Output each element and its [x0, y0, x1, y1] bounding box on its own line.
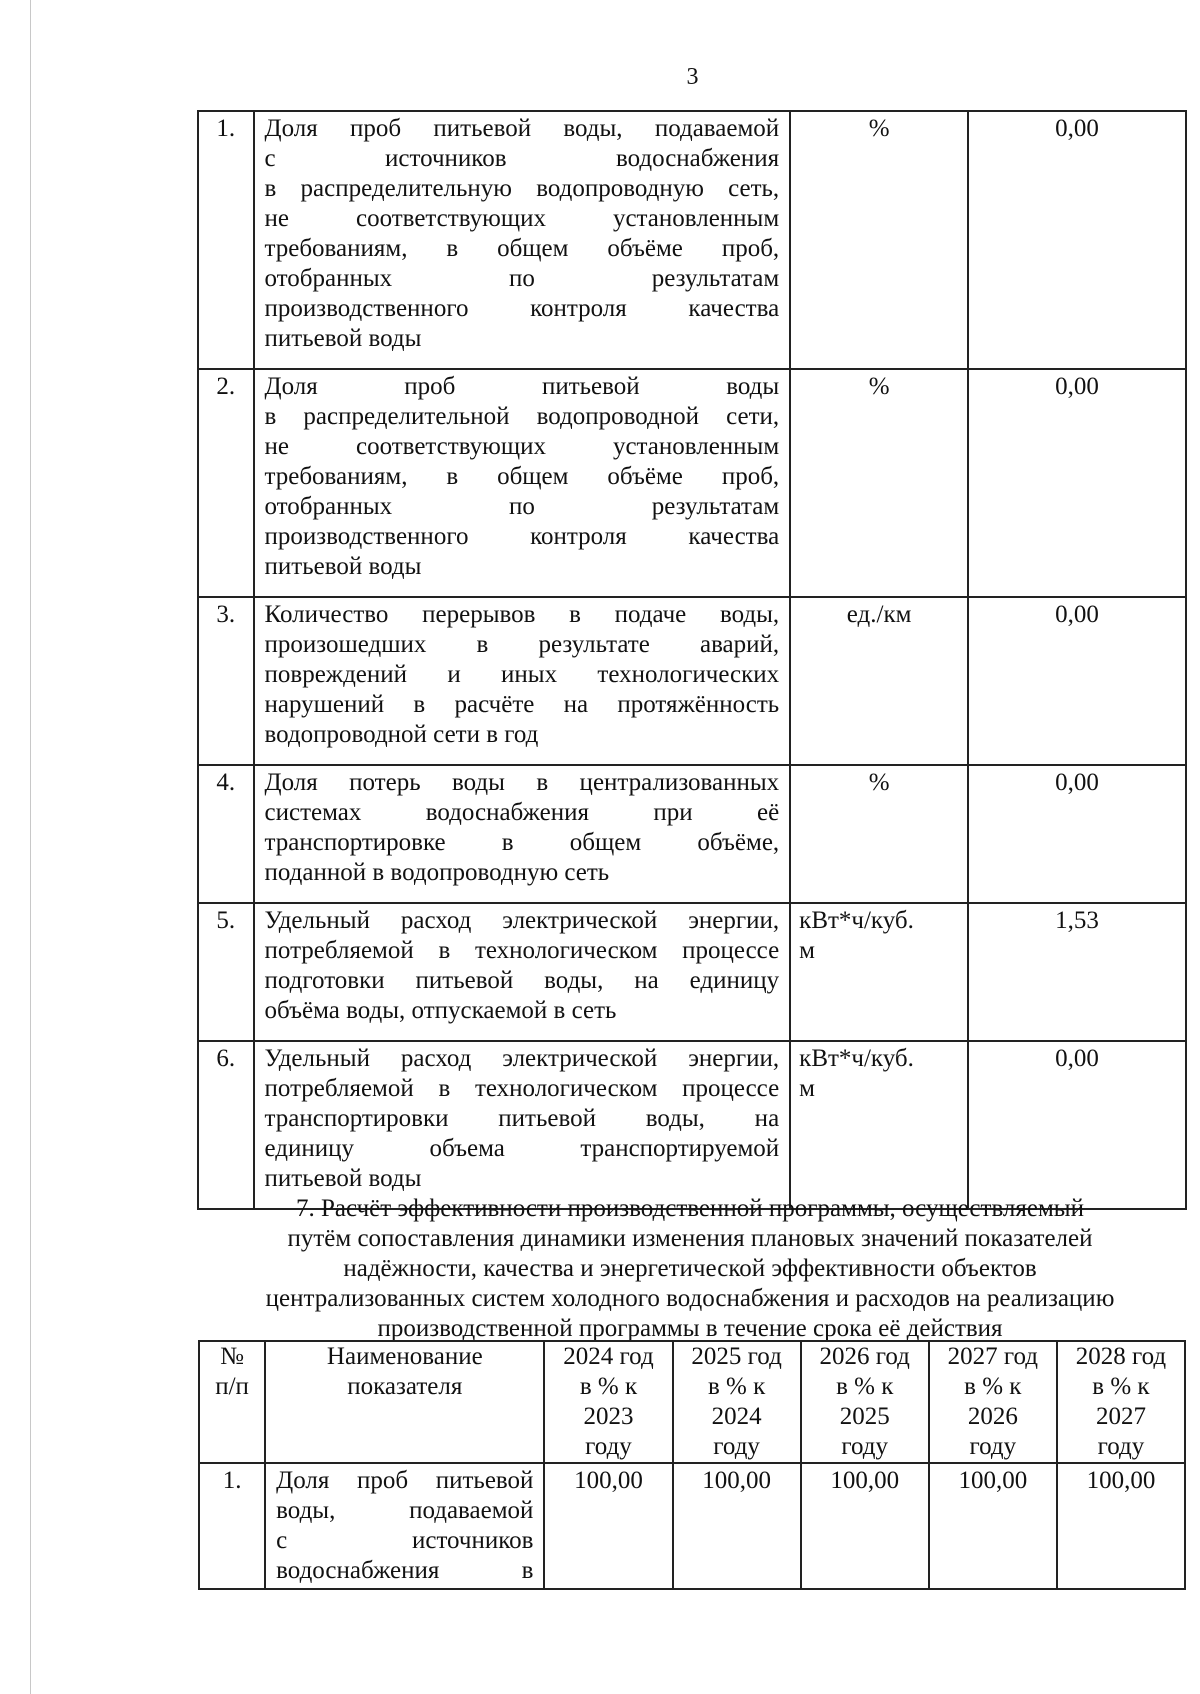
header-line: 2027 [1095, 1403, 1146, 1430]
value-cell: 0,00 [968, 1041, 1186, 1209]
value-cell: 0,00 [968, 369, 1186, 597]
header-line: году [1097, 1433, 1145, 1460]
unit-cell [790, 597, 968, 765]
table-row [199, 1463, 1185, 1589]
text-line: поданной в водопроводную сеть [264, 859, 610, 886]
header-line: в % к [707, 1373, 766, 1400]
indicator-name [265, 1463, 544, 1589]
text-line: потребляемой в технологическом процессе [264, 937, 780, 964]
unit-line: м [799, 937, 815, 964]
text-line: отобранных по результатам [264, 265, 780, 292]
text-line: требованиям, в общем объёме проб, [264, 235, 780, 262]
header-line: году [713, 1433, 760, 1460]
text-line: повреждений и иных технологических [264, 661, 780, 688]
unit-cell [790, 111, 968, 369]
value-cell: 100,00 [544, 1463, 672, 1589]
header-line: году [969, 1433, 1017, 1460]
header-line: в % к [1092, 1373, 1150, 1400]
text-line: Доля потерь воды в централизованных [264, 769, 780, 796]
row-number: 1. [199, 1463, 265, 1589]
efficiency-table-header [199, 1341, 1185, 1463]
page-number: 3 [686, 64, 699, 90]
text-line: водопроводной сети в год [264, 721, 539, 748]
header-line: 2026 [967, 1403, 1018, 1430]
text-line: единицу объема транспортируемой [264, 1135, 780, 1162]
value-cell: 0,00 [968, 597, 1186, 765]
header-year [673, 1341, 801, 1463]
table-row [198, 369, 1186, 597]
header-line: Наименование [326, 1343, 483, 1370]
header-line: 2024 [711, 1403, 762, 1430]
row-number: 5. [198, 903, 254, 1041]
value-cell: 100,00 [929, 1463, 1057, 1589]
text-line: в распределительную водопроводную сеть, [264, 175, 780, 202]
header-year [929, 1341, 1057, 1463]
header-line: 2026 год [819, 1343, 910, 1370]
unit-line: % [868, 769, 890, 796]
text-line: Удельный расход электрической энергии, [264, 907, 780, 934]
table-row [198, 765, 1186, 903]
text-line: водоснабжения в [276, 1557, 534, 1584]
text-line: Количество перерывов в подаче воды, [264, 601, 780, 628]
indicator-name [254, 597, 791, 765]
row-number: 4. [198, 765, 254, 903]
unit-line: % [868, 373, 890, 400]
text-line: Удельный расход электрической энергии, [264, 1045, 780, 1072]
heading-line: производственной программы в течение срока её действия [377, 1315, 1003, 1342]
row-number: 2. [198, 369, 254, 597]
text-line: производственного контроля качества [264, 523, 780, 550]
header-line: в % к [964, 1373, 1022, 1400]
text-line: потребляемой в технологическом процессе [264, 1075, 780, 1102]
section-heading [190, 1194, 1190, 1344]
unit-line: ед./км [846, 601, 912, 628]
table-row [198, 903, 1186, 1041]
indicator-name [254, 1041, 791, 1209]
indicator-name [254, 903, 791, 1041]
text-line: объёма воды, отпускаемой в сеть [264, 997, 617, 1024]
table-row [198, 597, 1186, 765]
text-line: подготовки питьевой воды, на единицу [264, 967, 780, 994]
header-year [801, 1341, 929, 1463]
header-year [544, 1341, 672, 1463]
left-margin-line [30, 0, 31, 1694]
unit-cell [790, 369, 968, 597]
header-line: показателя [347, 1373, 463, 1400]
text-line: с источников водоснабжения [264, 145, 780, 172]
header-line: году [841, 1433, 889, 1460]
unit-line: % [868, 115, 890, 142]
indicators-table [197, 110, 1187, 1210]
text-line: не соответствующих установленным [264, 205, 780, 232]
value-cell: 100,00 [801, 1463, 929, 1589]
header-line: 2025 [839, 1403, 890, 1430]
text-line: произошедших в результате аварий, [264, 631, 780, 658]
indicator-name [254, 765, 791, 903]
text-line: воды, подаваемой [276, 1497, 534, 1524]
text-line: транспортировке в общем объёме, [264, 829, 780, 856]
row-number: 6. [198, 1041, 254, 1209]
table-row [198, 1041, 1186, 1209]
header-line: в % к [836, 1373, 894, 1400]
value-cell: 0,00 [968, 765, 1186, 903]
row-number: 3. [198, 597, 254, 765]
text-line: в распределительной водопроводной сети, [264, 403, 780, 430]
text-line: питьевой воды [264, 325, 422, 352]
text-line: с источников [276, 1527, 534, 1554]
unit-cell [790, 1041, 968, 1209]
unit-line: м [799, 1075, 815, 1102]
header-line: 2028 год [1075, 1343, 1167, 1370]
text-line: питьевой воды [264, 1165, 422, 1192]
header-line: году [585, 1433, 632, 1460]
heading-line: централизованных систем холодного водоснабжения и расходов на реализацию [265, 1285, 1115, 1312]
text-line: нарушений в расчёте на протяжённость [264, 691, 780, 718]
heading-line: путём сопоставления динамики изменения плановых значений показателей [287, 1225, 1093, 1252]
value-cell: 100,00 [673, 1463, 801, 1589]
unit-line: кВт*ч/куб. [799, 1045, 914, 1072]
text-line: Доля проб питьевой воды [264, 373, 780, 400]
header-line: 2023 [583, 1403, 634, 1430]
header-line: в % к [579, 1373, 638, 1400]
text-line: требованиям, в общем объёме проб, [264, 463, 780, 490]
header-num [199, 1341, 265, 1463]
text-line: транспортировки питьевой воды, на [264, 1105, 780, 1132]
text-line: питьевой воды [264, 553, 422, 580]
header-year [1057, 1341, 1185, 1463]
header-name [265, 1341, 544, 1463]
text-line: производственного контроля качества [264, 295, 780, 322]
unit-line: кВт*ч/куб. [799, 907, 914, 934]
indicator-name [254, 111, 791, 369]
text-line: Доля проб питьевой [276, 1467, 534, 1494]
indicator-name [254, 369, 791, 597]
text-line: системах водоснабжения при её [264, 799, 780, 826]
efficiency-table [198, 1340, 1186, 1590]
text-line: не соответствующих установленным [264, 433, 780, 460]
value-cell: 0,00 [968, 111, 1186, 369]
text-line: Доля проб питьевой воды, подаваемой [264, 115, 780, 142]
text-line: отобранных по результатам [264, 493, 780, 520]
header-line: № [220, 1343, 245, 1370]
header-line: 2027 год [947, 1343, 1039, 1370]
heading-line: 7. Расчёт эффективности производственной программы, осуществляемый [296, 1195, 1084, 1222]
unit-cell [790, 765, 968, 903]
header-line: п/п [215, 1373, 249, 1400]
row-number: 1. [198, 111, 254, 369]
header-line: 2025 год [691, 1343, 782, 1370]
unit-cell [790, 903, 968, 1041]
heading-line: надёжности, качества и энергетической эффективности объектов [343, 1255, 1037, 1282]
value-cell: 1,53 [968, 903, 1186, 1041]
table-row [198, 111, 1186, 369]
header-line: 2024 год [563, 1343, 654, 1370]
value-cell: 100,00 [1057, 1463, 1185, 1589]
